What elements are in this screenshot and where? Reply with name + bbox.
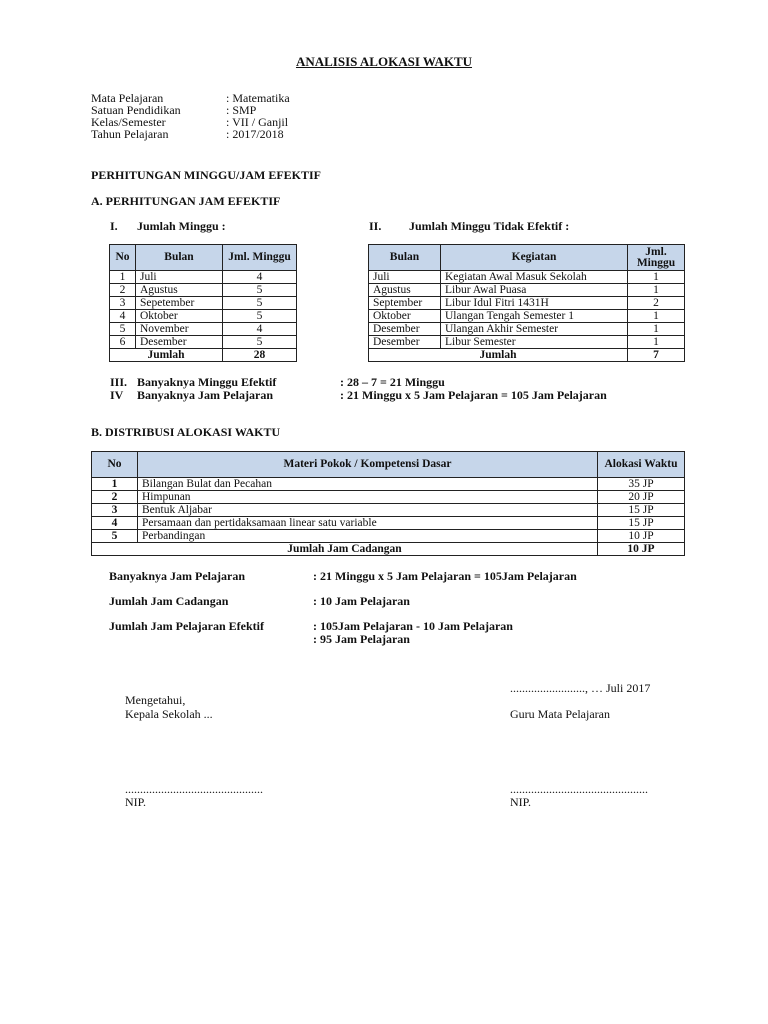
table-row — [92, 517, 685, 530]
calc-label: Banyaknya Jam Pelajaran — [109, 569, 246, 583]
calc-value: : 105Jam Pelajaran - 10 Jam Pelajaran — [313, 619, 513, 633]
table-row — [92, 491, 685, 504]
nip-left: NIP. — [125, 795, 147, 809]
cell: Libur Idul Fitri 1431H — [441, 297, 628, 310]
col-header: Kegiatan — [441, 245, 628, 271]
total-row — [92, 543, 685, 556]
sub-i-number: I. — [110, 219, 118, 233]
table-row — [92, 530, 685, 543]
col-header: No — [92, 452, 138, 478]
cell: 5 — [223, 297, 297, 310]
cell: Himpunan — [138, 491, 598, 504]
info-value: : 2017/2018 — [226, 127, 284, 141]
summary-value: : 21 Minggu x 5 Jam Pelajaran = 105 Jam Pelajaran — [340, 388, 607, 402]
section-a-heading: A. PERHITUNGAN JAM EFEKTIF — [91, 194, 281, 208]
calc-value: : 21 Minggu x 5 Jam Pelajaran = 105Jam Pelajaran — [313, 569, 577, 583]
info-label: Mata Pelajaran — [91, 91, 164, 105]
total-value: 28 — [223, 349, 297, 362]
cell: 6 — [110, 336, 136, 349]
cell: 15 JP — [598, 517, 685, 530]
principal-label: Kepala Sekolah ... — [125, 707, 213, 721]
cell: Bilangan Bulat dan Pecahan — [138, 478, 598, 491]
col-header: Bulan — [136, 245, 223, 271]
cell: 5 — [223, 284, 297, 297]
cell: 10 JP — [598, 530, 685, 543]
table-row — [110, 323, 297, 336]
cell: Agustus — [369, 284, 441, 297]
cell: 4 — [223, 323, 297, 336]
table-row — [92, 478, 685, 491]
nip-right: NIP. — [510, 795, 532, 809]
cell: Desember — [369, 323, 441, 336]
total-value: 7 — [628, 349, 685, 362]
table-row — [110, 271, 297, 284]
cell: 4 — [110, 310, 136, 323]
table-row — [369, 284, 685, 297]
cell: Juli — [136, 271, 223, 284]
cell: Libur Awal Puasa — [441, 284, 628, 297]
document-title: ANALISIS ALOKASI WAKTU — [295, 54, 473, 69]
col-header: Jml. Minggu — [223, 245, 297, 271]
col-header: Bulan — [369, 245, 441, 271]
cell: 3 — [92, 504, 138, 517]
table-row — [369, 310, 685, 323]
summary-label: Banyaknya Jam Pelajaran — [137, 388, 274, 402]
table-row — [369, 271, 685, 284]
cell: 1 — [92, 478, 138, 491]
table-row — [110, 310, 297, 323]
cell: 3 — [110, 297, 136, 310]
sub-ii-label: Jumlah Minggu Tidak Efektif : — [409, 219, 570, 233]
cell: Ulangan Akhir Semester — [441, 323, 628, 336]
calc-value: : 10 Jam Pelajaran — [313, 594, 410, 608]
distribution-table — [91, 451, 685, 556]
total-row — [369, 349, 685, 362]
table-row — [110, 284, 297, 297]
info-label: Tahun Pelajaran — [91, 127, 169, 141]
total-label: Jumlah — [369, 349, 628, 362]
cell: 1 — [628, 310, 685, 323]
cell: Bentuk Aljabar — [138, 504, 598, 517]
col-header: No — [110, 245, 136, 271]
total-row — [110, 349, 297, 362]
info-value: : SMP — [226, 103, 257, 117]
cell: 5 — [92, 530, 138, 543]
total-label: Jumlah Jam Cadangan — [92, 543, 598, 556]
cell: 4 — [92, 517, 138, 530]
col-header: Alokasi Waktu — [598, 452, 685, 478]
cell: 35 JP — [598, 478, 685, 491]
cell: 1 — [110, 271, 136, 284]
cell: Persamaan dan pertidaksamaan linear satu variable — [138, 517, 598, 530]
cell: Agustus — [136, 284, 223, 297]
table-row — [92, 504, 685, 517]
cell: Perbandingan — [138, 530, 598, 543]
calc-label: Jumlah Jam Cadangan — [109, 594, 229, 608]
cell: 20 JP — [598, 491, 685, 504]
cell: Oktober — [136, 310, 223, 323]
table-row — [369, 336, 685, 349]
cell: 1 — [628, 271, 685, 284]
signature-line-right: .............................................. — [510, 782, 648, 796]
cell: 15 JP — [598, 504, 685, 517]
cell: Sepetember — [136, 297, 223, 310]
heading-main: PERHITUNGAN MINGGU/JAM EFEKTIF — [91, 168, 322, 182]
cell: 4 — [223, 271, 297, 284]
sub-i-label: Jumlah Minggu : — [137, 219, 226, 233]
cell: Desember — [369, 336, 441, 349]
cell: Kegiatan Awal Masuk Sekolah — [441, 271, 628, 284]
sub-ii-number: II. — [369, 219, 382, 233]
table-row — [369, 323, 685, 336]
non-effective-weeks-table — [368, 244, 685, 362]
cell: Juli — [369, 271, 441, 284]
cell: 5 — [110, 323, 136, 336]
info-label: Kelas/Semester — [91, 115, 166, 129]
info-block — [91, 92, 290, 140]
summary-label: Banyaknya Minggu Efektif — [137, 375, 277, 389]
cell: 1 — [628, 323, 685, 336]
col-header: Materi Pokok / Kompetensi Dasar — [138, 452, 598, 478]
col-header: Jml. Minggu — [628, 245, 685, 271]
cell: 1 — [628, 336, 685, 349]
cell: Libur Semester — [441, 336, 628, 349]
total-value: 10 JP — [598, 543, 685, 556]
weeks-table — [109, 244, 297, 362]
summary-number: IV — [110, 388, 124, 402]
table-row — [110, 297, 297, 310]
cell: 2 — [628, 297, 685, 310]
info-value: : Matematika — [226, 91, 290, 105]
summary-number: III. — [110, 375, 128, 389]
cell: November — [136, 323, 223, 336]
cell: September — [369, 297, 441, 310]
cell: 5 — [223, 310, 297, 323]
cell: 2 — [92, 491, 138, 504]
section-b-heading: B. DISTRIBUSI ALOKASI WAKTU — [91, 425, 281, 439]
summary-value: : 28 – 7 = 21 Minggu — [340, 375, 445, 389]
acknowledge-label: Mengetahui, — [125, 693, 186, 707]
teacher-label: Guru Mata Pelajaran — [510, 707, 610, 721]
calc-result: : 95 Jam Pelajaran — [313, 632, 410, 646]
cell: Oktober — [369, 310, 441, 323]
cell: 2 — [110, 284, 136, 297]
cell: 5 — [223, 336, 297, 349]
table-row — [110, 336, 297, 349]
calc-label: Jumlah Jam Pelajaran Efektif — [109, 619, 264, 633]
cell: Desember — [136, 336, 223, 349]
cell: Ulangan Tengah Semester 1 — [441, 310, 628, 323]
table-row — [369, 297, 685, 310]
total-label: Jumlah — [110, 349, 223, 362]
signature-line-left: .............................................. — [125, 782, 263, 796]
cell: 1 — [628, 284, 685, 297]
info-value: : VII / Ganjil — [226, 115, 289, 129]
info-label: Satuan Pendidikan — [91, 103, 181, 117]
place-date: ........................., … Juli 2017 — [510, 681, 651, 695]
